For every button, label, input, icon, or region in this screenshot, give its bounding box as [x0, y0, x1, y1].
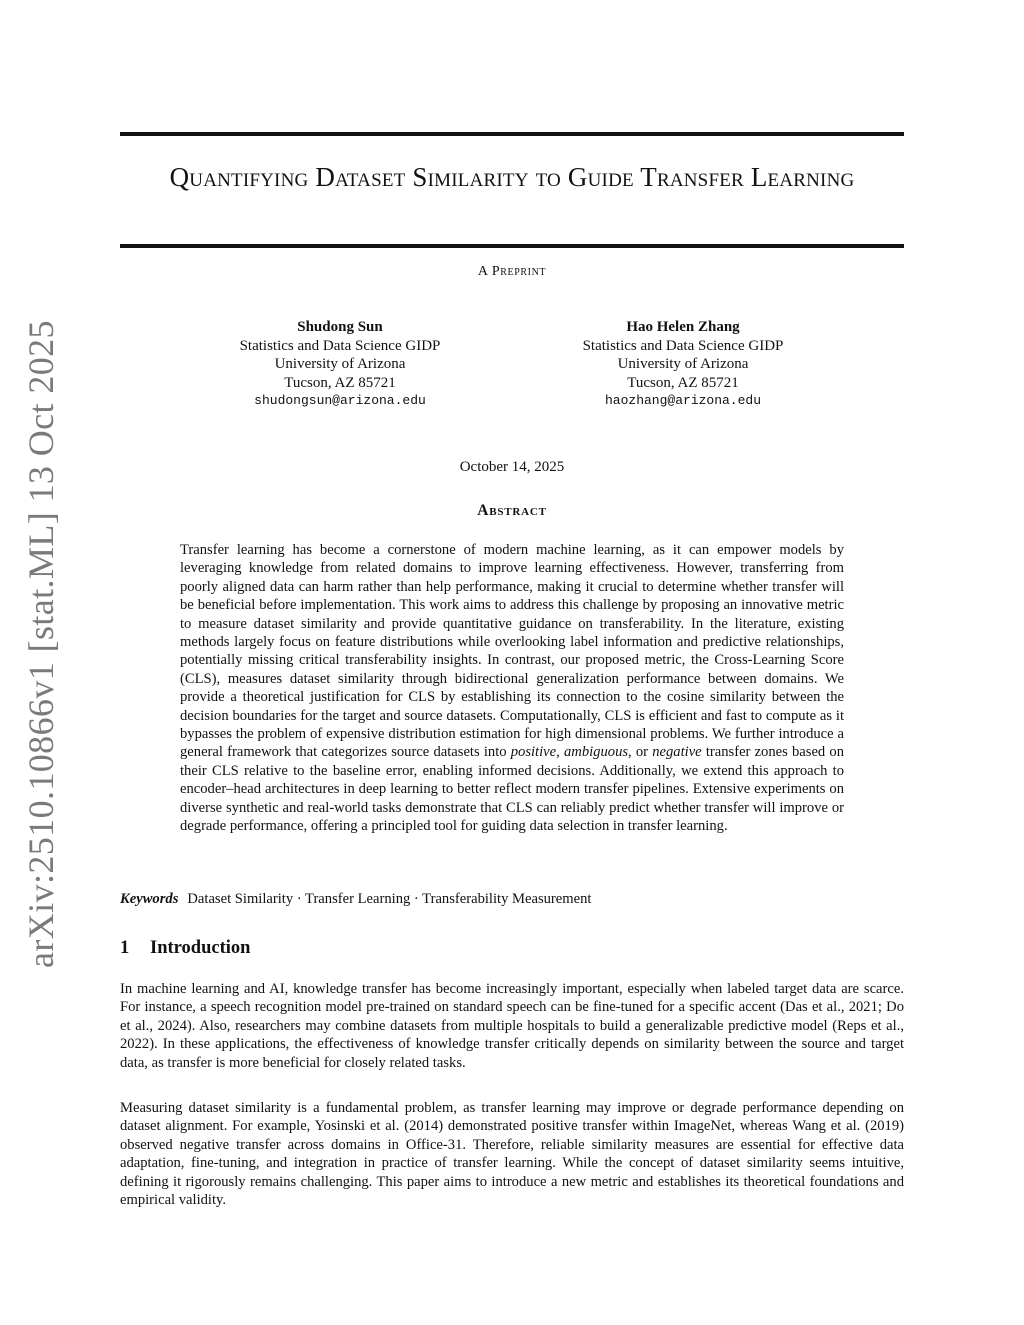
arxiv-identifier-stamp: arXiv:2510.10866v1 [stat.ML] 13 Oct 2025: [21, 320, 61, 968]
introduction-paragraph-1: In machine learning and AI, knowledge transfer has become increasingly important, especially when labeled target data are scarce. For instance, a speech recognition model pre-trained on standard speech can be fine-tuned for a specific accent (Das et al., 2021; Do et al., 2024). Also, researchers may combine datasets from multiple hospitals to build a generalizable predictive model (Reps et al., 2022). In these applications, the effectiveness of knowledge transfer critically depends on similarity between the source and target data, as transfer is more beneficial for closely related tasks.: [120, 981, 904, 1071]
keywords-text: Dataset Similarity · Transfer Learning · Transferability Measurement: [187, 891, 592, 907]
section-title: Introduction: [150, 938, 251, 958]
author-affiliation: Statistics and Data Science GIDP: [239, 337, 441, 354]
abstract-heading: Abstract: [477, 502, 547, 519]
section-heading-introduction: [120, 938, 904, 959]
preprint-label: A Preprint: [477, 264, 547, 279]
author-email[interactable]: shudongsun@arizona.edu: [254, 393, 426, 408]
section-number: 1: [120, 938, 130, 958]
author-location: Tucson, AZ 85721: [284, 374, 396, 391]
author-name: Hao Helen Zhang: [626, 319, 740, 335]
author-institution: University of Arizona: [274, 356, 406, 372]
abstract-term-ambiguous: ambiguous: [563, 744, 629, 761]
author-location: Tucson, AZ 85721: [627, 374, 739, 391]
abstract-separator: ,: [556, 744, 564, 761]
abstract-text-part1: Transfer learning has become a cornerstone of modern machine learning, as it can empower models by leveraging knowledge from related domains to improve learning effectiveness. However, transferring from poorly aligned data can harm rather than help performance, making it crucial to determine whether transfer will be beneficial before implementation. This work aims to address this challenge by proposing an innovative metric to measure dataset similarity and provide quantitative guidance on transferability. In the literature, existing methods largely focus on feature distributions while overlooking label information and predictive relationships, potentially missing critical transferability insights. In contrast, our proposed metric, the Cross-Learning Score (CLS), measures dataset similarity through bidirectional generalization performance between domains. We provide a theoretical justification for CLS by establishing its connection to the cosine similarity between the decision boundaries for the target and source datasets. Computationally, CLS is efficient and fast to compute as it bypasses the problem of expensive distribution estimation for high dimensional problems. We further introduce a general framework that categorizes source datasets into: [180, 542, 844, 761]
author-email[interactable]: haozhang@arizona.edu: [604, 393, 762, 408]
author-name: Shudong Sun: [297, 319, 383, 335]
introduction-paragraph-2: Measuring dataset similarity is a fundamental problem, as transfer learning may improve or degrade performance depending on dataset alignment. For example, Yosinski et al. (2014) demonstrated positive transfer within ImageNet, whereas Wang et al. (2019) observed negative transfer across domains in Office-31. Therefore, reliable similarity measures are essential for effective data adaptation, fine-tuning, and integration in practice of transfer learning. While the concept of dataset similarity seems intuitive, defining it rigorously remains challenging. This paper aims to introduce a new metric and establishes its theoretical foundations and empirical validity.: [120, 1100, 904, 1209]
author-block-2: [543, 318, 823, 411]
keywords-label: Keywords: [120, 891, 179, 907]
keywords-line: [120, 891, 904, 908]
title-bottom-rule: [120, 244, 904, 248]
abstract-term-positive: positive: [510, 744, 557, 761]
author-institution: University of Arizona: [617, 356, 749, 372]
title-top-rule: [120, 132, 904, 136]
paper-title: Quantifying Dataset Similarity to Guide Transfer Learning: [169, 162, 855, 192]
abstract-separator: , or: [628, 744, 653, 761]
abstract-term-negative: negative: [652, 744, 702, 761]
abstract-text-part2: transfer zones based on their CLS relative to the baseline error, enabling informed decisions. Additionally, we extend this approach to encoder–head architectures in deep learning to better reflect modern transfer pipelines. Extensive experiments on diverse synthetic and real-world tasks demonstrate that CLS can reliably predict whether transfer will improve or degrade performance, offering a principled tool for guiding data selection in transfer learning.: [180, 744, 844, 835]
abstract-body: [180, 541, 844, 836]
author-block-1: [200, 318, 480, 411]
publication-date: October 14, 2025: [459, 459, 565, 475]
author-affiliation: Statistics and Data Science GIDP: [582, 337, 784, 354]
